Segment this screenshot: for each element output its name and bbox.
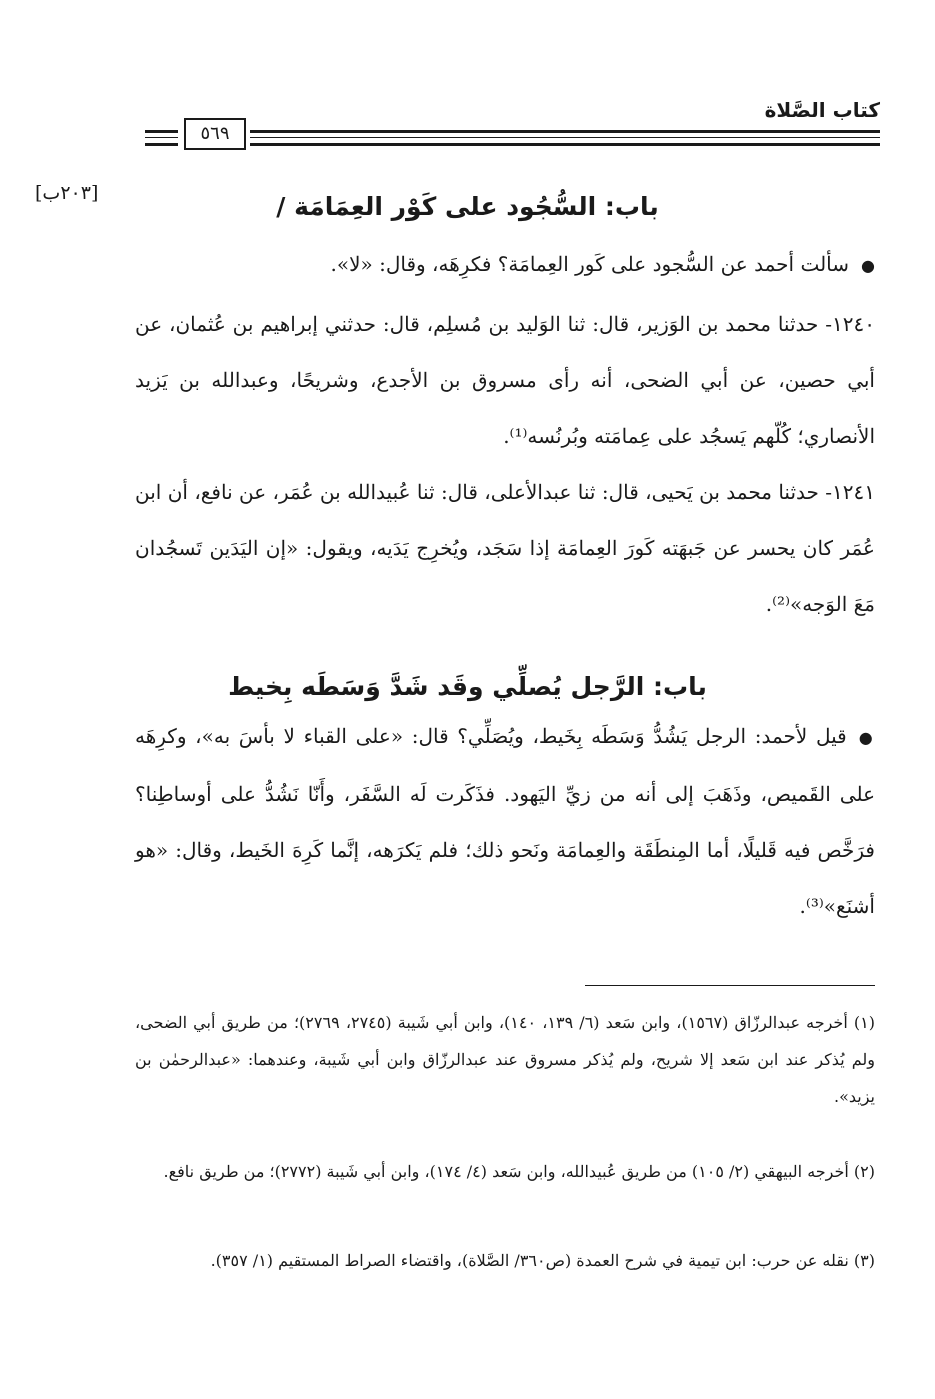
paragraph-text: قيل لأحمد: الرجل يَشُدُّ وَسَطَه بِخَيط، ويُصَلِّي؟ قال: «على القباء لا بأسَ به»، وكرِهَه على القَميص، وذَهَبَ إلى أنه من زيِّ اليَهود. فذَكَرت لَه السَّفَر، وأَنّا نَشُدُّ على أوساطِنا؟ فرَخَّص فيه قَليلًا، أما المِنطَقَة والعِمامَة ونَحو ذلك؛ فلم يَكرَهه، إنَّما كَرِهَ الخَيط، وقال: «هو أشنَع»⁽³⁾. <box>135 724 875 918</box>
header-rule <box>250 137 880 138</box>
page-number: ٥٦٩ <box>184 118 246 150</box>
running-title: كتاب الصَّلاة <box>764 98 880 122</box>
hadith-paragraph: ١٢٤١- حدثنا محمد بن يَحيى، قال: ثنا عبدالأعلى، قال: ثنا عُبيدالله بن عُمَر، عن نافع، أن ابن عُمَر كان يحسر عن جَبهَته كَورَ العِمامَة إذا سَجَد، ويُخرِج يَدَيه، ويقول: «إن اليَدَين تَسجُدان مَعَ الوَجه»⁽²⁾. <box>135 480 875 616</box>
body-paragraph <box>135 236 875 294</box>
header-rule-short <box>145 137 178 138</box>
hadith-paragraph: ١٢٤٠- حدثنا محمد بن الوَزير، قال: ثنا الوَليد بن مُسلِم، قال: حدثني إبراهيم بن عُثمان، عن أبي حصين، عن أبي الضحى، أنه رأى مسروق بن الأجدع، وشريحًا، وعبدالله بن يَزيد الأنصاري؛ كُلّهم يَسجُد على عِمامَته وبُرنُسه⁽¹⁾. <box>135 312 875 448</box>
body-paragraph <box>135 708 875 934</box>
header-rule <box>250 143 880 146</box>
header-rule <box>250 130 880 133</box>
bullet-icon: ● <box>861 256 875 275</box>
chapter-heading: باب: الرَّجل يُصلِّي وقَد شَدَّ وَسَطَه بِخيط <box>228 672 707 701</box>
footnote: (٣) نقله عن حرب: ابن تيمية في شرح العمدة (ص٣٦٠/ الصَّلاة)، واقتضاء الصراط المستقيم (١/ ٣٥٧). <box>210 1251 875 1270</box>
header-rule-short <box>145 143 178 146</box>
manuscript-folio-marker: [٢٠٣ب] <box>35 182 99 204</box>
footnote: (٢) أخرجه البيهقي (٢/ ١٠٥) من طريق عُبيدالله، وابن سَعد (٤/ ١٧٤)، وابن أبي شَيبة (٢٧٧٢)؛ من طريق نافع. <box>163 1162 875 1181</box>
bullet-icon: ● <box>858 728 875 747</box>
chapter-heading: باب: السُّجُود على كَوْر العِمَامَة / <box>276 192 659 221</box>
footnote-separator <box>585 985 875 986</box>
footnote: (١) أخرجه عبدالرزّاق (١٥٦٧)، وابن سَعد (٦/ ١٣٩، ١٤٠)، وابن أبي شَيبة (٢٧٤٥، ٢٧٦٩)؛ من طريق أبي الضحى، ولم يُذكر عند ابن سَعد إلا شريح، ولم يُذكر مسروق عند عبدالرزّاق وابن أبي شَيبة، وعندهما: «عبدالرحمٰن بن يزيد». <box>135 1013 876 1106</box>
header-rule-short <box>145 130 178 133</box>
paragraph-text: سألت أحمد عن السُّجود على كَور العِمامَة؟ فكرِهَه، وقال: «لا». <box>330 252 850 276</box>
